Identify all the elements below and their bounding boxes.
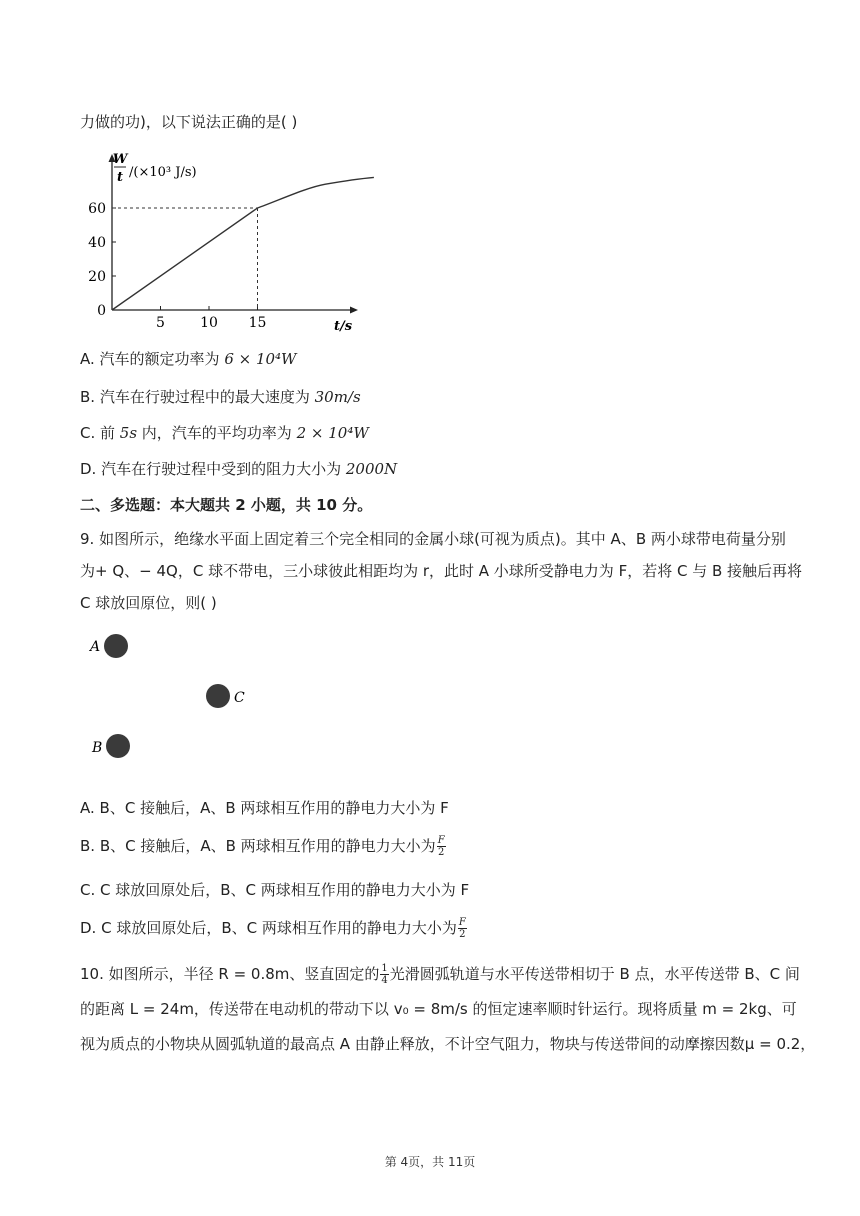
ball-label-b: B xyxy=(92,740,103,756)
section-heading-multiple-choice: 二、多选题：本大题共 2 小题，共 10 分。 xyxy=(80,496,373,514)
q9-option-a: A. B、C 接触后，A、B 两球相互作用的静电力大小为 F xyxy=(80,799,449,817)
q8-option-b: B. 汽车在行驶过程中的最大速度为 30m/s xyxy=(80,388,361,406)
q9-line-3: C 球放回原位，则( ) xyxy=(80,594,217,612)
y-label-numerator: W xyxy=(112,152,128,167)
ball-label-c: C xyxy=(234,690,245,706)
q9-line-1: 9. 如图所示，绝缘水平面上固定着三个完全相同的金属小球(可视为质点)。其中 A、B 两小球带电荷量分别 xyxy=(80,530,786,548)
q10-line-1: 10. 如图所示，半径 R = 0.8m、竖直固定的 $\frac{1}{4}$ 光滑圆弧轨道与水平传送带相切于 B 点，水平传送带 B、C 间 xyxy=(80,963,800,986)
ball-label-a: A xyxy=(90,639,101,655)
origin-label: 0 xyxy=(97,303,106,319)
charged-balls-diagram xyxy=(80,622,280,772)
q8-option-a: A. 汽车的额定功率为 6 × 10⁴W xyxy=(80,350,297,368)
fraction-f-over-2: $\frac{F}{2}$ xyxy=(458,917,466,940)
q8-stem-tail: 力做的功)，以下说法正确的是( ) xyxy=(80,113,298,131)
x-axis-label: t/s xyxy=(334,319,353,334)
x-tick-label: 5 xyxy=(156,315,165,331)
ball-c xyxy=(206,684,230,708)
fraction-f-over-2: $\frac{F}{2}$ xyxy=(437,835,445,858)
y-tick-label: 60 xyxy=(88,201,106,217)
q9-option-d: D. C 球放回原处后，B、C 两球相互作用的静电力大小为 $\frac{F}{2}$ xyxy=(80,917,466,940)
y-axis-label xyxy=(113,152,197,185)
y-tick-label: 20 xyxy=(88,269,106,285)
q9-option-c: C. C 球放回原处后，B、C 两球相互作用的静电力大小为 F xyxy=(80,881,470,899)
y-label-denominator: t xyxy=(116,170,124,185)
power-curve xyxy=(112,177,374,310)
y-tick-label: 40 xyxy=(88,235,106,251)
power-time-graph xyxy=(80,148,390,338)
y-label-unit: /(×10³ J/s) xyxy=(129,165,197,180)
q8-option-d: D. 汽车在行驶过程中受到的阻力大小为 2000N xyxy=(80,460,398,478)
q10-line-3: 视为质点的小物块从圆弧轨道的最高点 A 由静止释放，不计空气阻力，物块与传送带间的动摩擦因数μ = 0.2， xyxy=(80,1035,816,1053)
q9-line-2: 为+ Q、− 4Q，C 球不带电，三小球彼此相距均为 r，此时 A 小球所受静电力为 F，若将 C 与 B 接触后再将 xyxy=(80,562,803,580)
q8-option-c: C. 前 5s 内，汽车的平均功率为 2 × 10⁴W xyxy=(80,424,369,442)
page-footer: 第 4页，共 11页 xyxy=(384,1155,476,1169)
x-axis-arrow xyxy=(350,307,358,314)
q10-line-2: 的距离 L = 24m，传送带在电动机的带动下以 v₀ = 8m/s 的恒定速率顺时针运行。现将质量 m = 2kg、可 xyxy=(80,1000,797,1018)
ball-b xyxy=(106,734,130,758)
q9-option-b: B. B、C 接触后，A、B 两球相互作用的静电力大小为 $\frac{F}{2}$ xyxy=(80,835,445,858)
ball-a xyxy=(104,634,128,658)
x-tick-label: 10 xyxy=(200,315,218,331)
fraction-one-quarter: $\frac{1}{4}$ xyxy=(381,963,388,986)
x-tick-label: 15 xyxy=(248,315,267,331)
